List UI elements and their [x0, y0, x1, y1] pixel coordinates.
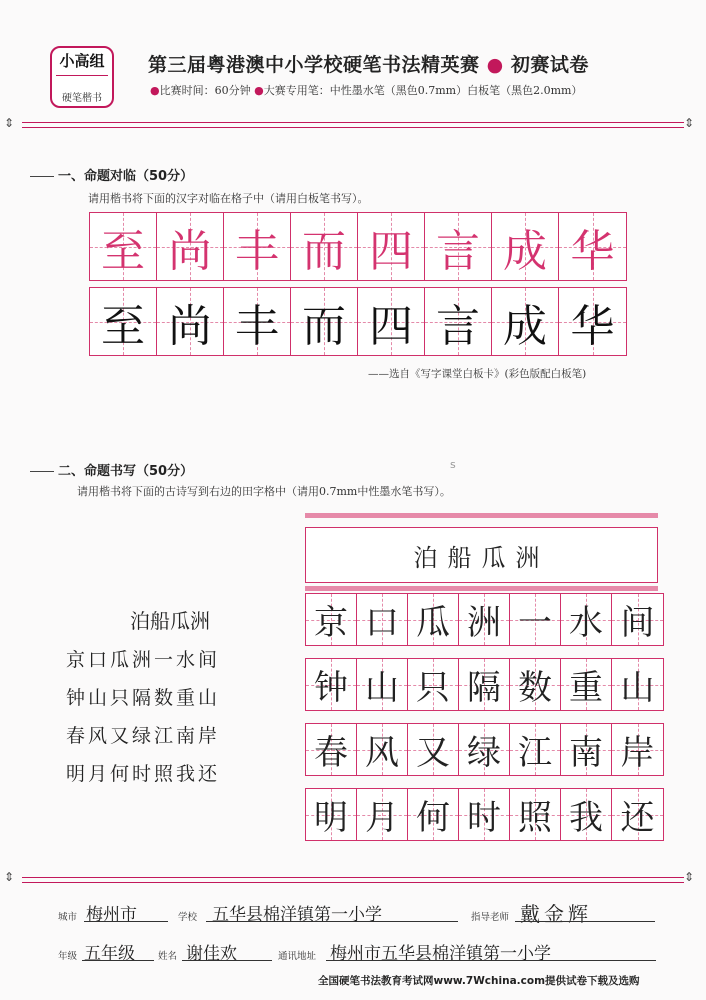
section2-heading: 二、命题书写（50分） — [30, 460, 193, 479]
grid-char: 只 — [416, 668, 450, 708]
written-title-box — [305, 527, 658, 583]
grid-cell — [306, 594, 357, 645]
title-dot-icon: ● — [479, 54, 511, 76]
grid-cell — [90, 288, 157, 355]
grid-char: 南 — [569, 733, 603, 773]
grid-char: 而 — [302, 225, 346, 277]
grid-char: 华 — [570, 225, 615, 277]
grid-char: 时 — [467, 798, 501, 838]
grid-cell — [157, 213, 224, 280]
grid-char: 而 — [302, 300, 346, 352]
grid-cell — [408, 789, 459, 840]
school-value: 五华县棉洋镇第一小学 — [212, 905, 382, 925]
school-underline — [206, 921, 458, 922]
name-value: 谢佳欢 — [186, 944, 237, 964]
city-underline — [84, 921, 168, 922]
corner-ornament-icon: ⇕ — [4, 870, 15, 884]
section1-heading: 一、命题对临（50分） — [30, 165, 193, 184]
city-label: 城市 — [58, 912, 78, 923]
grid-cell — [291, 213, 358, 280]
grid-cell — [561, 594, 612, 645]
grid-cell — [357, 789, 408, 840]
name-underline — [182, 960, 272, 961]
grid-cell — [510, 659, 561, 710]
grid-cell — [306, 724, 357, 775]
grid-char: 言 — [436, 225, 480, 277]
grid-cell — [559, 288, 626, 355]
grid-char: 数 — [518, 668, 552, 708]
poem-grid-row — [305, 593, 664, 646]
grid-cell — [559, 213, 626, 280]
grid-char: 隔 — [467, 668, 501, 708]
grid-char: 还 — [620, 798, 655, 838]
title-main: 第三届粤港澳中小学校硬笔书法精英赛 — [148, 54, 480, 76]
grid-char: 尚 — [168, 300, 212, 352]
grid-cell — [510, 789, 561, 840]
grid-cell — [459, 659, 510, 710]
corner-ornament-icon: ⇕ — [684, 116, 695, 130]
grid-char: 口 — [365, 603, 399, 643]
grid-char: 瓜 — [416, 603, 450, 643]
grid-cell — [459, 789, 510, 840]
poem-line: 钟山只隔数重山 — [66, 687, 221, 709]
grid-cell — [291, 288, 358, 355]
grid-char: 山 — [620, 668, 655, 708]
grid-cell — [357, 724, 408, 775]
bullet-icon: ● — [150, 84, 160, 97]
badge-script: 硬笔楷书 — [62, 93, 102, 104]
grid-char: 京 — [314, 603, 348, 643]
name-label: 姓名 — [158, 951, 178, 962]
poem-writing-grid — [305, 593, 664, 841]
grid-cell — [408, 594, 459, 645]
source-note: ——选自《写字课堂白板卡》(彩色版配白板笔) — [368, 368, 587, 380]
poem-grid-row — [305, 788, 664, 841]
grid-cell — [561, 724, 612, 775]
grid-char: 至 — [101, 225, 145, 277]
exam-info — [150, 82, 582, 98]
writing-grid — [89, 287, 627, 356]
poem-grid-row — [305, 658, 664, 711]
grade-value: 五年级 — [84, 944, 135, 964]
model-grid — [89, 212, 627, 281]
poem-text — [66, 645, 220, 797]
teacher-value: 戴金辉 — [520, 902, 592, 926]
teacher-underline — [515, 921, 655, 922]
grid-cell — [492, 213, 559, 280]
grid-cell — [224, 288, 291, 355]
address-value: 梅州市五华县棉洋镇第一小学 — [330, 944, 551, 964]
grid-char: 四 — [369, 225, 413, 277]
grid-char: 照 — [518, 798, 552, 838]
page-title — [148, 50, 589, 77]
page-mark: s — [450, 458, 456, 471]
address-underline — [326, 960, 656, 961]
grid-char: 间 — [620, 603, 655, 643]
grid-cell — [306, 789, 357, 840]
title-band-top — [305, 513, 658, 518]
grid-cell — [425, 288, 492, 355]
header-rule — [22, 122, 684, 123]
grid-cell — [492, 288, 559, 355]
category-badge — [50, 46, 114, 108]
written-title: 泊船瓜洲 — [413, 543, 550, 572]
grid-char: 江 — [518, 733, 552, 773]
footer-rule — [22, 877, 684, 878]
grid-char: 又 — [416, 733, 450, 773]
header-rule-thin — [22, 127, 684, 128]
grid-cell — [357, 594, 408, 645]
grid-cell — [612, 789, 663, 840]
site-note: 全国硬笔书法教育考试网www.7Wchina.com提供试卷下载及选购 — [318, 975, 640, 987]
poem-line: 京口瓜洲一水间 — [66, 649, 221, 671]
grid-cell — [408, 724, 459, 775]
grid-char: 春 — [314, 733, 348, 773]
corner-ornament-icon: ⇕ — [4, 116, 15, 130]
grid-char: 绿 — [467, 733, 501, 773]
grid-char: 四 — [369, 300, 413, 352]
grid-char: 华 — [570, 300, 615, 352]
exam-time: 比赛时间：60分钟 — [159, 84, 251, 97]
corner-ornament-icon: ⇕ — [684, 870, 695, 884]
section2-instruction: 请用楷书将下面的古诗写到右边的田字格中（请用0.7mm中性墨水笔书写）。 — [77, 485, 451, 498]
grid-cell — [90, 213, 157, 280]
grid-char: 水 — [569, 603, 603, 643]
grid-char: 明 — [314, 798, 348, 838]
grid-char: 至 — [101, 300, 145, 352]
title-suffix: 初赛试卷 — [510, 54, 589, 76]
grid-char: 月 — [365, 798, 399, 838]
exam-pen: 大赛专用笔：中性墨水笔（黑色0.7mm）白板笔（黑色2.0mm） — [263, 84, 583, 97]
teacher-label: 指导老师 — [471, 912, 510, 923]
grid-cell — [459, 724, 510, 775]
grid-char: 岸 — [620, 733, 655, 773]
grid-cell — [157, 288, 224, 355]
grid-char: 风 — [365, 733, 399, 773]
grid-char: 言 — [436, 300, 480, 352]
grid-cell — [510, 724, 561, 775]
grade-label: 年级 — [58, 951, 78, 962]
grid-char: 钟 — [314, 668, 348, 708]
grid-char: 何 — [416, 798, 450, 838]
badge-divider — [56, 75, 108, 76]
city-value: 梅州市 — [86, 905, 137, 925]
grid-cell — [612, 724, 663, 775]
title-band-bottom — [305, 586, 658, 591]
grid-cell — [561, 789, 612, 840]
grid-char: 我 — [569, 798, 603, 838]
grid-cell — [358, 213, 425, 280]
grid-char: 成 — [503, 300, 547, 352]
address-label: 通讯地址 — [278, 951, 317, 962]
grid-cell — [224, 213, 291, 280]
grid-char: 尚 — [168, 225, 212, 277]
grid-char: 山 — [365, 668, 399, 708]
grid-char: 丰 — [235, 300, 279, 352]
grid-cell — [612, 659, 663, 710]
badge-group: 小高组 — [59, 52, 105, 70]
grid-cell — [459, 594, 510, 645]
grid-cell — [408, 659, 459, 710]
grid-cell — [358, 288, 425, 355]
poem-line: 明月何时照我还 — [66, 763, 221, 785]
grade-underline — [82, 960, 154, 961]
grid-cell — [510, 594, 561, 645]
footer-rule-thin — [22, 882, 684, 883]
grid-char: 丰 — [235, 225, 279, 277]
grid-char: 重 — [569, 668, 603, 708]
grid-char: 洲 — [467, 603, 501, 643]
grid-char: 一 — [518, 603, 552, 643]
grid-cell — [357, 659, 408, 710]
poem-title: 泊船瓜洲 — [130, 609, 210, 633]
poem-grid-row — [305, 723, 664, 776]
school-label: 学校 — [178, 912, 198, 923]
grid-cell — [612, 594, 663, 645]
section1-instruction: 请用楷书将下面的汉字对临在格子中（请用白板笔书写）。 — [88, 192, 369, 205]
poem-line: 春风又绿江南岸 — [66, 725, 221, 747]
bullet-icon: ● — [254, 84, 264, 97]
grid-cell — [425, 213, 492, 280]
grid-char: 成 — [503, 225, 547, 277]
grid-cell — [306, 659, 357, 710]
grid-cell — [561, 659, 612, 710]
